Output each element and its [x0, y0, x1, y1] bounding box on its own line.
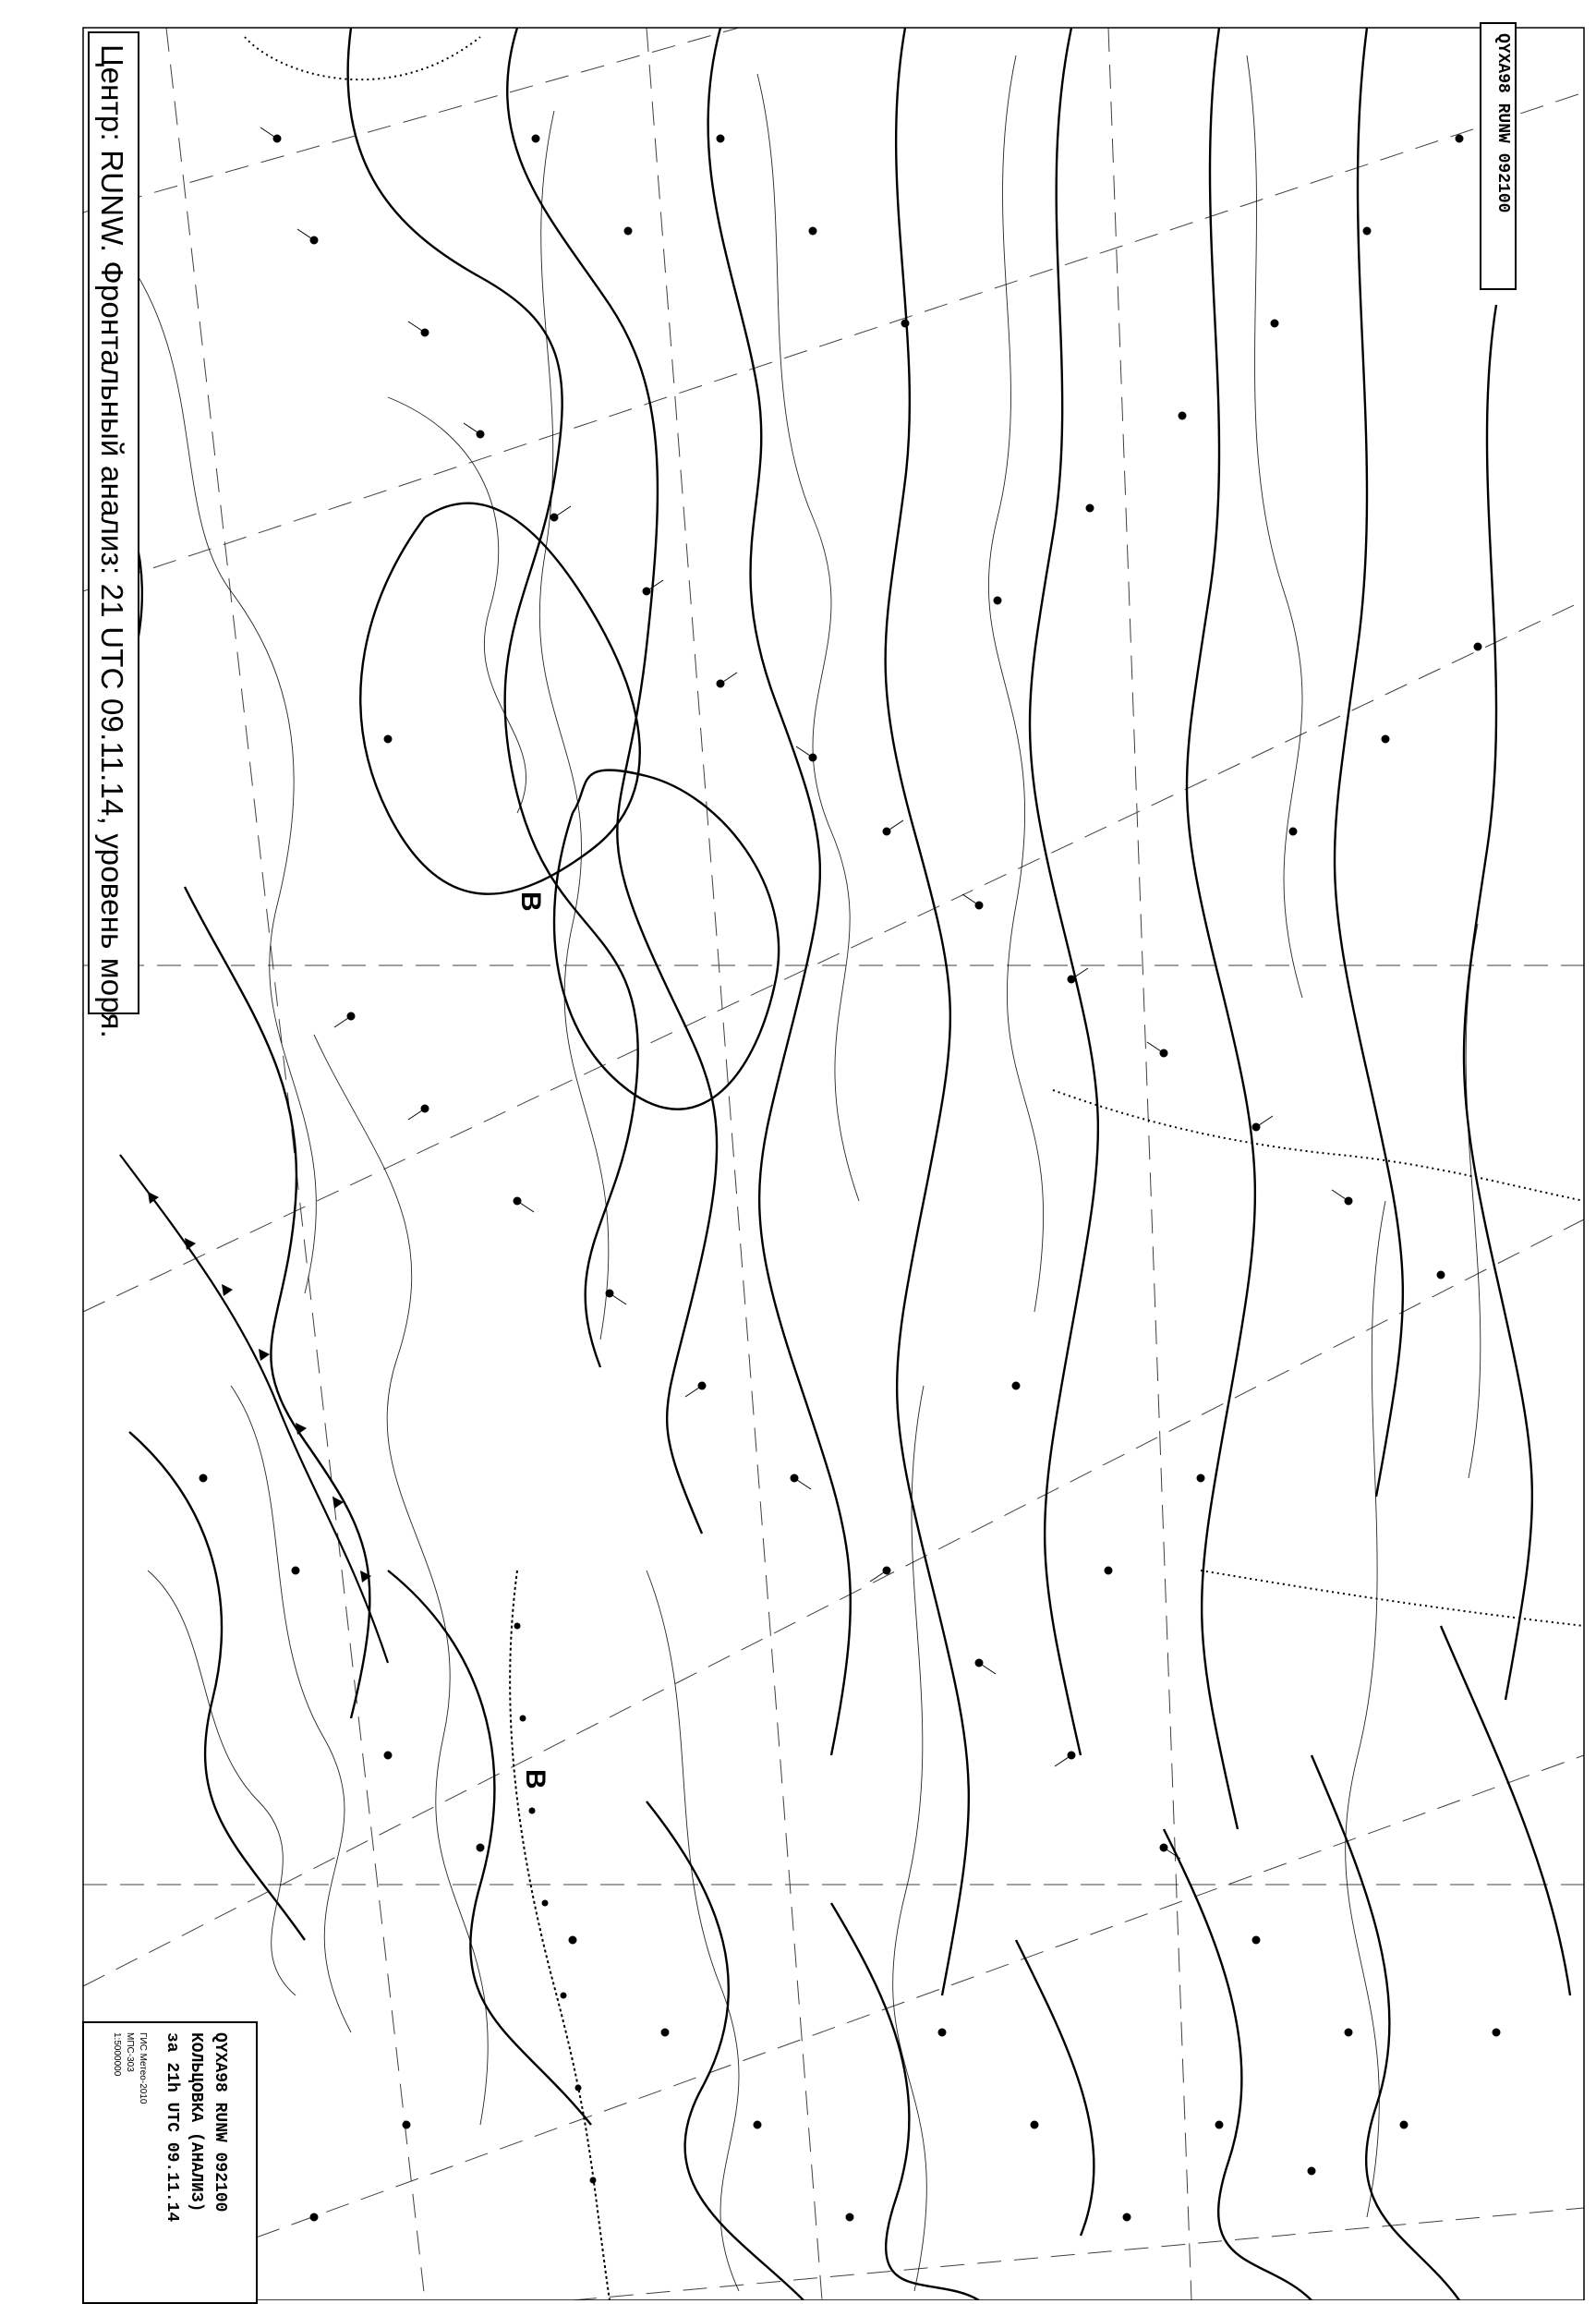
stamp-time: за 21h UTC 09.11.14: [163, 2032, 181, 2223]
stamp-projection: МПС-303: [125, 2032, 135, 2072]
stamp-name: КОЛЬЦОВКА (АНАЛИЗ): [187, 2032, 205, 2213]
stamp-scale: 1:5000000: [112, 2032, 122, 2077]
high-pressure-center: В: [520, 1769, 550, 1789]
stamp-software: ГИС Метео-2010: [138, 2032, 148, 2104]
high-pressure-center: В: [515, 891, 546, 912]
map-title: Центр: RUNW. Фронтальный анализ: 21 UTC 09.11.14, уровень моря.: [95, 44, 129, 1038]
stamp-code: QYXA98 RUNW 092100: [211, 2032, 229, 2213]
header-code: QYXA98 RUNW 092100: [1493, 33, 1512, 213]
